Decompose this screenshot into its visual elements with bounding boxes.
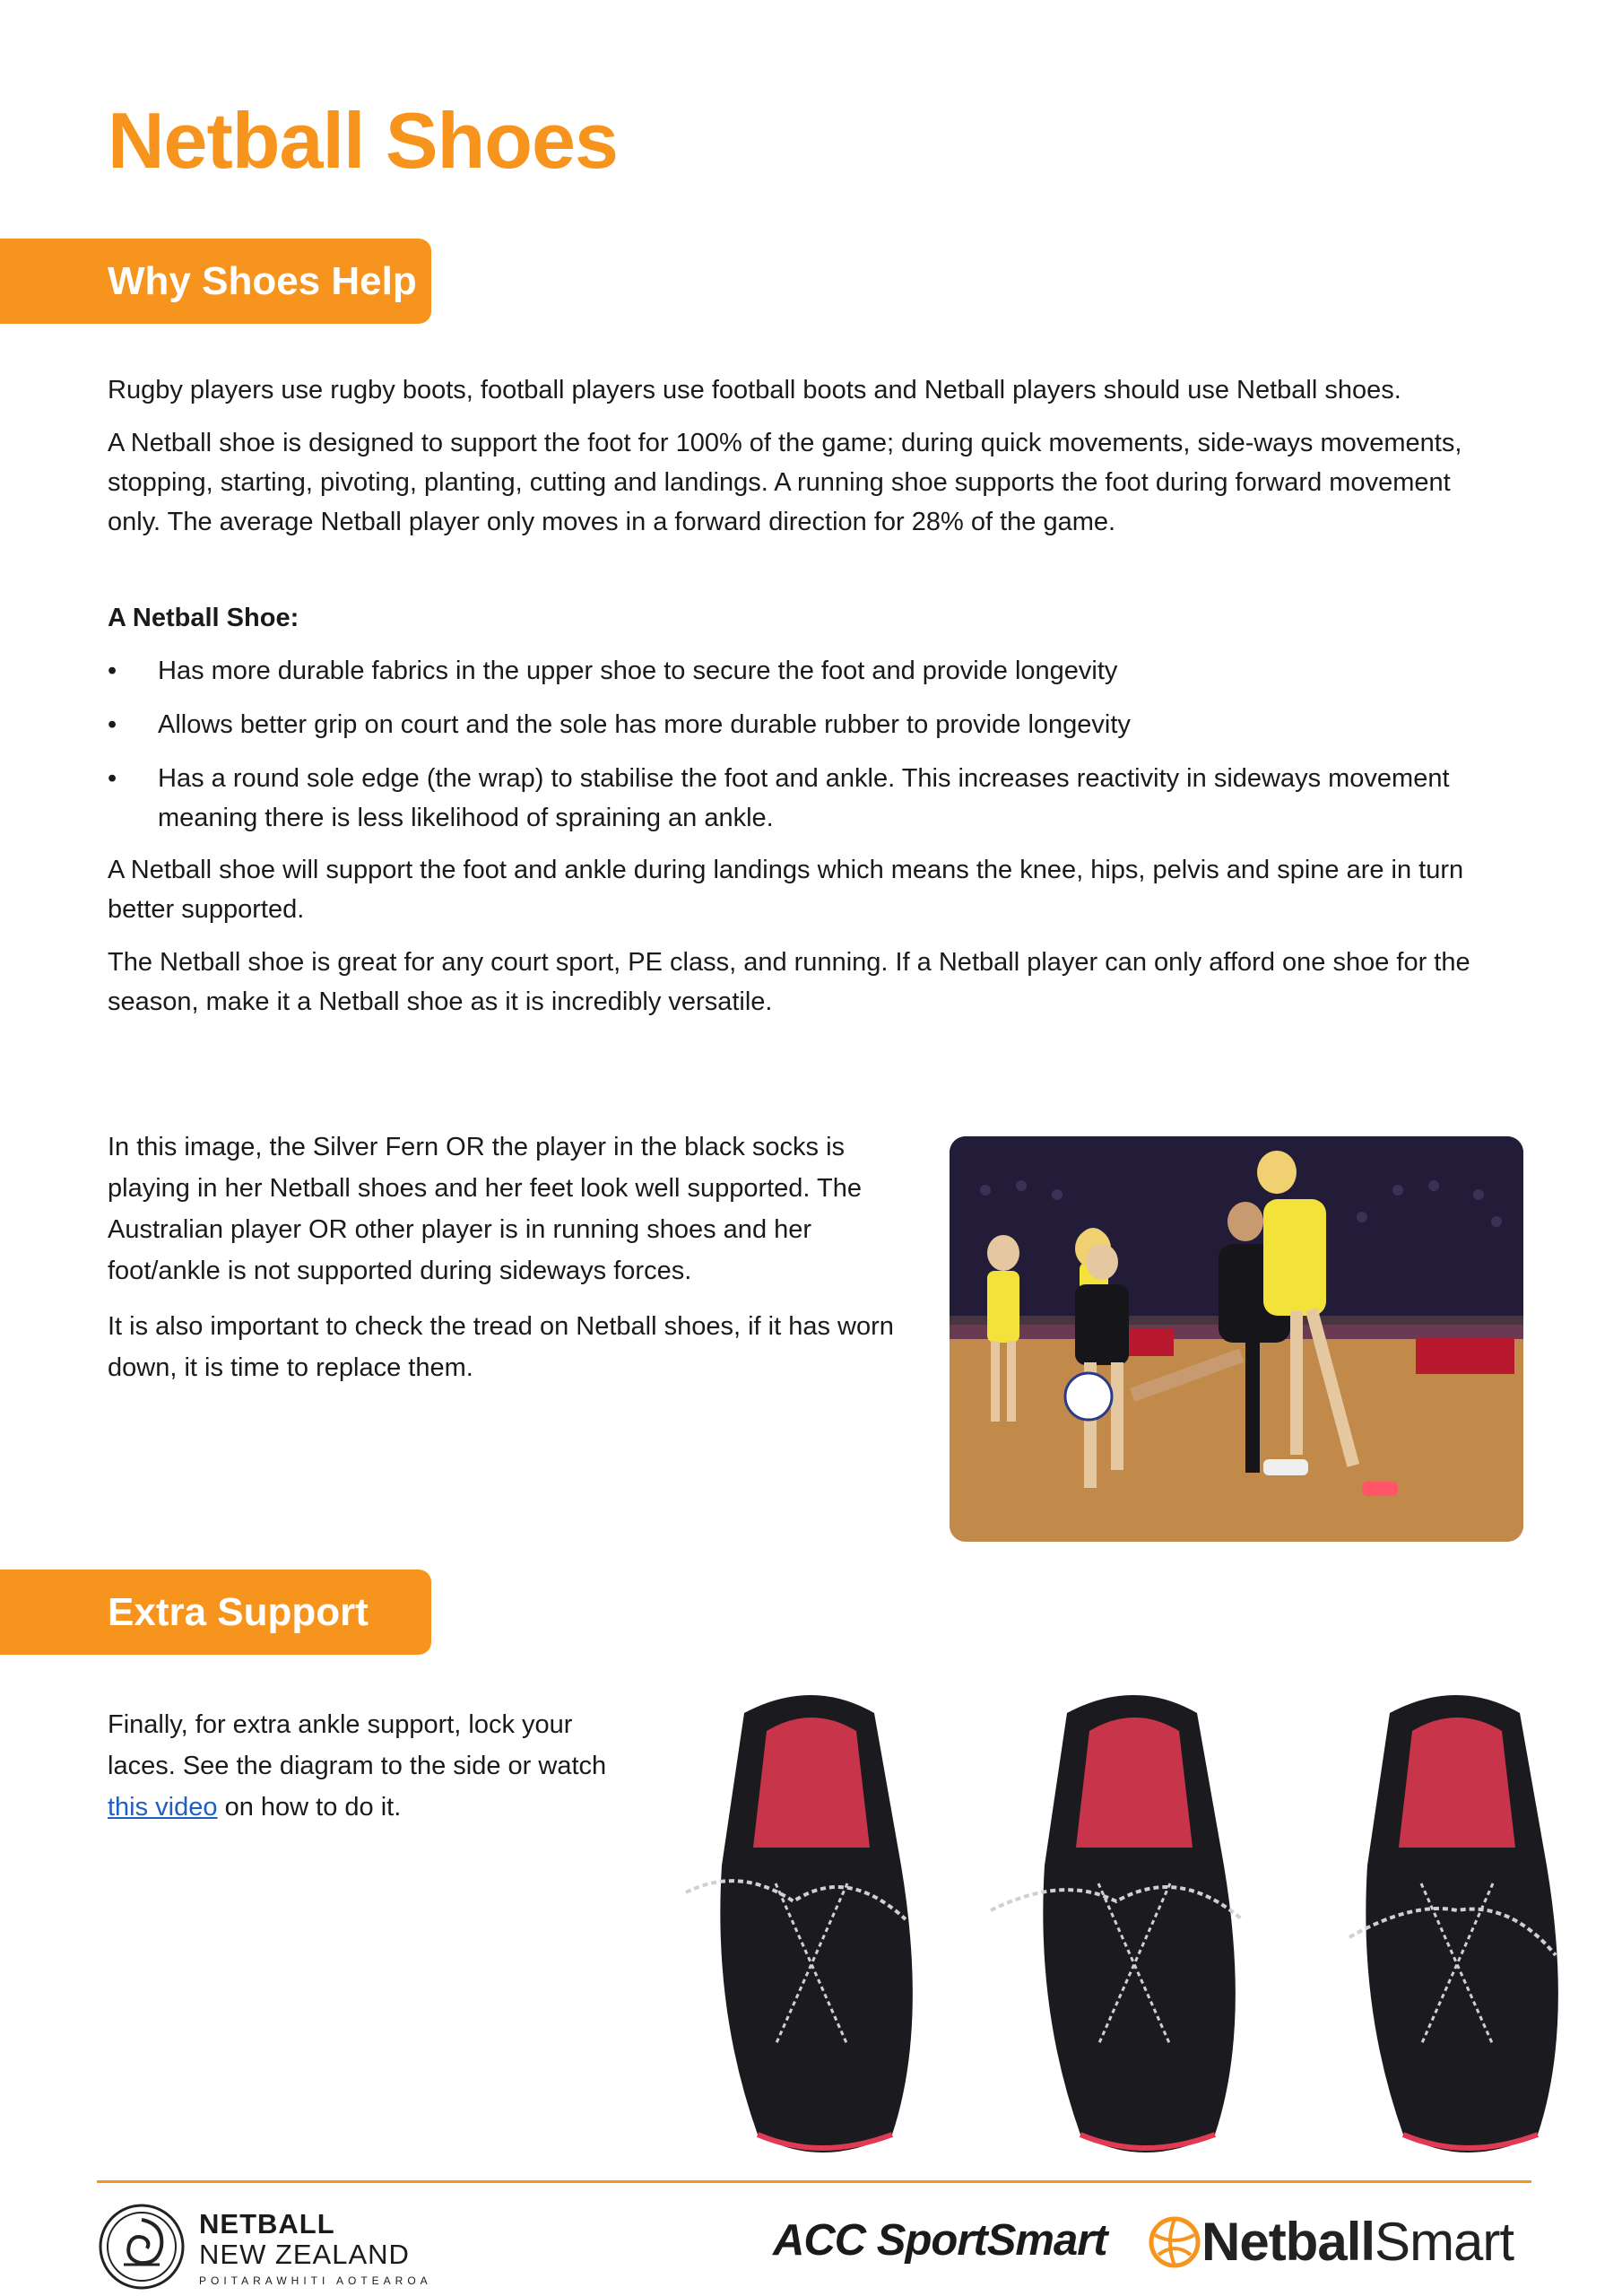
section-heading-label: Why Shoes Help [108,258,417,303]
footer-divider [97,2180,1531,2183]
bullet-icon: • [108,764,117,793]
list-item: • Allows better grip on court and the sole has more durable rubber to provide longevity [108,705,1506,744]
image-caption [108,1126,915,1388]
shoe-icon [991,1695,1242,2152]
netball-game-photo [950,1136,1523,1542]
netballsmart-logo: Netball Smart [1148,2211,1514,2273]
caption-paragraph: In this image, the Silver Fern OR the player in the black socks is playing in her Netball shoes and her feet look well supported. The Australian player OR other player is in running shoes and her foot/ankle is not supported during sideways forces. [108,1133,862,1285]
section-heading-extra-support [0,1570,431,1655]
page-title: Netball Shoes [108,96,618,185]
netball-icon [1148,2215,1201,2269]
subheading-netball-shoe: A Netball Shoe: [108,604,299,632]
feature-list [108,651,1506,852]
this-video-link[interactable]: this video [108,1793,218,1822]
paragraph-landings: A Netball shoe will support the foot and ankle during landings which means the knee, hips, pelvis and spine are in turn better supported. [108,856,1464,924]
list-item: • Has a round sole edge (the wrap) to stabilise the foot and ankle. This increases reactivity in sideways movement meaning there is less likelihood of spraining an ankle. [108,759,1506,838]
list-item: • Has more durable fabrics in the upper shoe to secure the foot and provide longevity [108,651,1506,691]
shoe-icon [686,1695,913,2152]
netball-nz-wordmark: NETBALL NEW ZEALAND POITARAWHITI AOTEAROA [199,2208,432,2287]
bullet-icon: • [108,657,117,685]
netball-nz-logo-icon [97,2202,186,2292]
caption-paragraph: It is also important to check the tread on Netball shoes, if it has worn down, it is time to replace them. [108,1312,894,1382]
netball-players-image [950,1136,1523,1542]
section-heading-label: Extra Support [108,1589,369,1634]
lace-lock-diagram-image [668,1686,1565,2161]
bullet-icon: • [108,710,117,739]
paragraph-intro: Rugby players use rugby boots, football players use football boots and Netball players should use Netball shoes. [108,376,1401,404]
paragraph-lock-laces: Finally, for extra ankle support, lock your laces. See the diagram to the side or watch this video on how to do it. [108,1710,607,1822]
section-heading-why-shoes-help [0,239,431,324]
paragraph-versatile: The Netball shoe is great for any court sport, PE class, and running. If a Netball player can only afford one shoe for the season, make it a Netball shoe as it is incredibly versatile. [108,948,1470,1016]
paragraph-support: A Netball shoe is designed to support the foot for 100% of the game; during quick movements, side-ways movements, stopping, starting, pivoting, planting, cutting and landings. A running shoe supports the foot during forward movement only. The average Netball player only moves in a forward direction for 28% of the game. [108,429,1462,536]
shoe-icon [1349,1695,1558,2152]
acc-sportsmart-logo: ACC SportSmart [773,2216,1107,2265]
